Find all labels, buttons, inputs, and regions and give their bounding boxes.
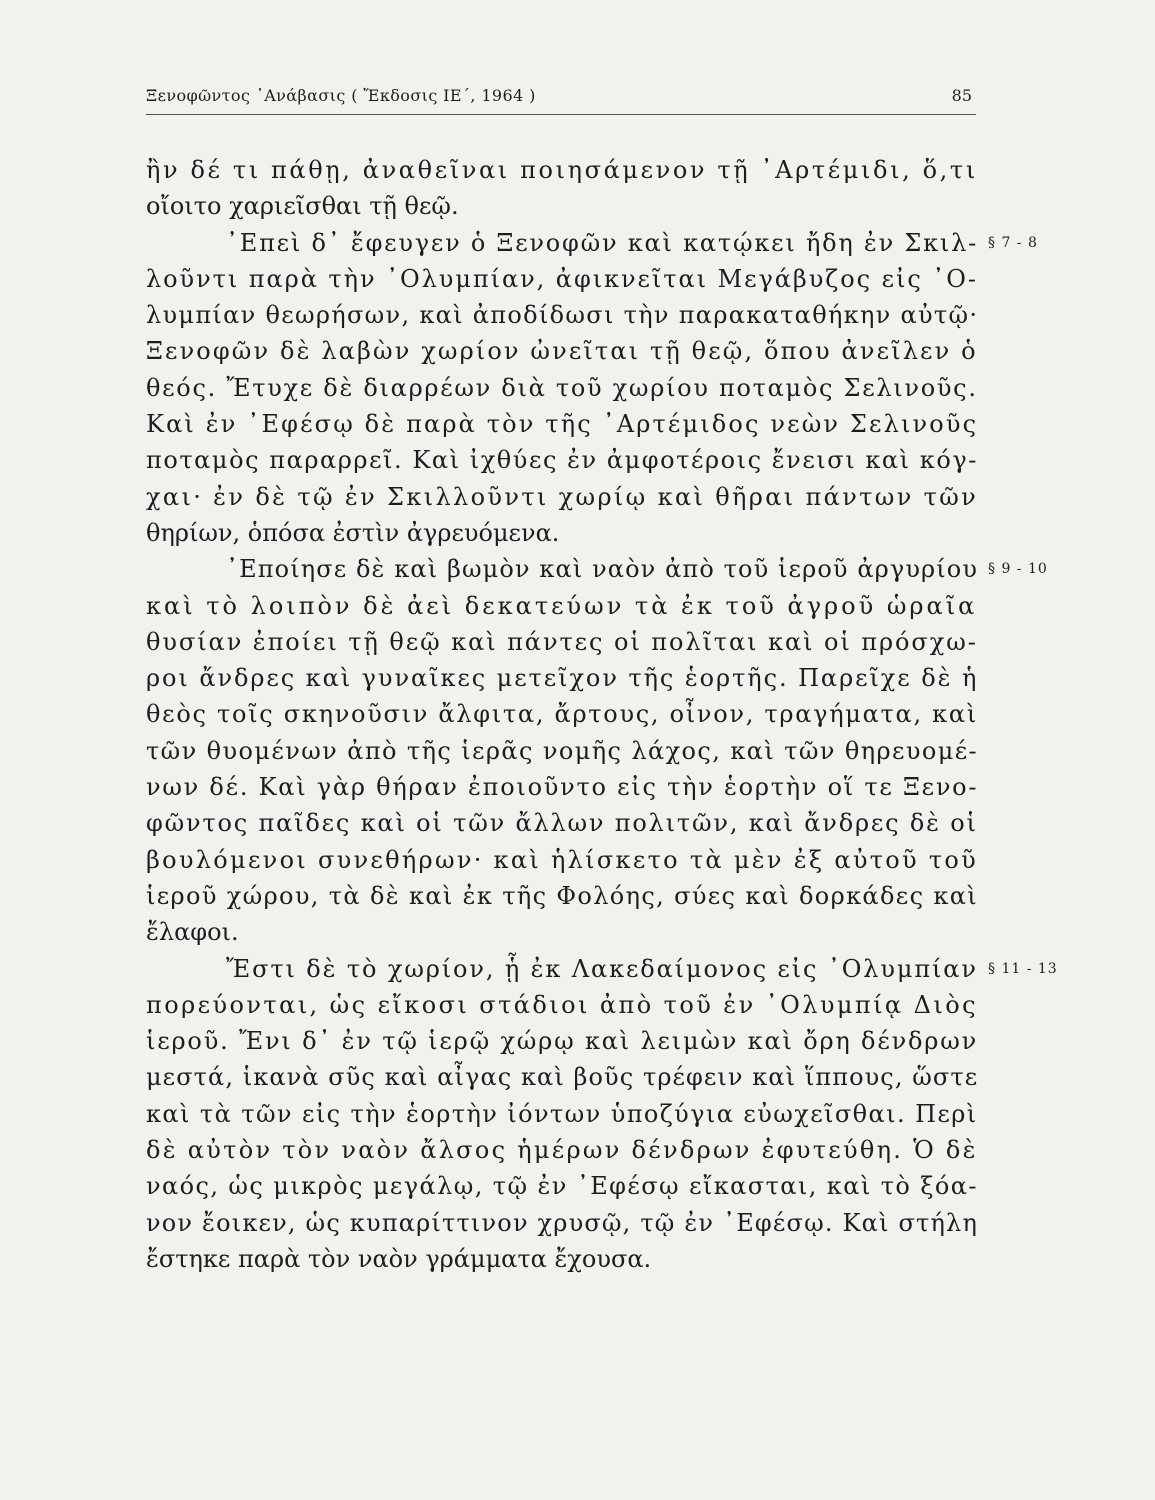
text-line: [146, 951, 1058, 987]
text-line: καὶ τὸ λοιπὸν δὲ ἀεὶ δεκατεύων τὰ ἐκ τοῦ ἀγροῦ ὡραῖα: [146, 591, 978, 620]
running-header-title: Ξενοφῶντος ᾿Ανάβασις ( Ἔκδοσις ΙΕ΄, 1964 ): [146, 86, 536, 105]
text-line: καὶ τὰ τῶν εἰς τὴν ἑορτὴν ἰόντων ὑποζύγια εὐωχεῖσθαι. Περὶ: [146, 1099, 978, 1128]
text-line-content: ᾿Επεὶ δ᾿ ἔφευγεν ὁ Ξενοφῶν καὶ κατῴκει ἤδη ἐν Σκιλ-: [226, 228, 978, 257]
text-line-content: ᾿Εποίησε δὲ καὶ βωμὸν καὶ ναὸν ἀπὸ τοῦ ἱεροῦ ἀργυρίου: [226, 555, 979, 584]
text-line: βουλόμενοι συνεθήρων· καὶ ἡλίσκετο τὰ μὲν ἐξ αὐτοῦ τοῦ: [146, 845, 979, 874]
text-line: [146, 225, 1038, 261]
running-header: [146, 82, 976, 115]
text-line: πορεύονται, ὡς εἴκοσι στάδιοι ἀπὸ τοῦ ἐν ᾿Ολυμπίᾳ Διὸς: [146, 990, 978, 1019]
text-line: θυσίαν ἐποίει τῇ θεῷ καὶ πάντες οἱ πολῖται καὶ οἱ πρόσχω-: [146, 627, 978, 656]
section-note: § 11 - 13: [988, 960, 1058, 977]
text-line: λοῦντι παρὰ τὴν ᾿Ολυμπίαν, ἀφικνεῖται Μεγάβυζος εἰς ᾿Ο-: [146, 264, 978, 293]
text-line: φῶντος παῖδες καὶ οἱ τῶν ἄλλων πολιτῶν, καὶ ἄνδρες δὲ οἱ: [146, 809, 978, 838]
text-line: θεός. Ἔτυχε δὲ διαρρέων διὰ τοῦ χωρίου ποταμὸς Σελινοῦς.: [146, 373, 978, 402]
text-line: ναός, ὡς μικρὸς μεγάλῳ, τῷ ἐν ᾿Εφέσῳ εἴκασται, καὶ τὸ ξόα-: [146, 1172, 978, 1201]
text-line: [146, 551, 1048, 587]
text-line: νων δέ. Καὶ γὰρ θήραν ἐποιοῦντο εἰς τὴν ἑορτὴν οἵ τε Ξενο-: [146, 773, 979, 802]
body-text: [146, 152, 1058, 1277]
text-line: Καὶ ἐν ᾿Εφέσῳ δὲ παρὰ τὸν τῆς ᾿Αρτέμιδος νεὼν Σελινοῦς: [146, 410, 979, 439]
text-line: Ξενοφῶν δὲ λαβὼν χωρίον ὠνεῖται τῇ θεῷ, ὅπου ἀνεῖλεν ὁ: [146, 337, 978, 366]
text-line: ποταμὸς παραρρεῖ. Καὶ ἰχθύες ἐν ἀμφοτέροις ἔνεισι καὶ κόγ-: [146, 446, 978, 475]
page-number: 85: [951, 86, 972, 105]
text-line: οἴοιτο χαριεῖσθαι τῇ θεῷ.: [146, 192, 459, 221]
text-line: ἔλαφοι.: [146, 918, 239, 947]
text-line: μεστά, ἱκανὰ σῦς καὶ αἶγας καὶ βοῦς τρέφειν καὶ ἵππους, ὥστε: [146, 1063, 979, 1092]
text-line: ἔστηκε παρὰ τὸν ναὸν γράμματα ἔχουσα.: [146, 1244, 652, 1273]
text-line: ἱεροῦ. Ἔνι δ᾿ ἐν τῷ ἱερῷ χώρῳ καὶ λειμὼν καὶ ὄρη δένδρων: [146, 1027, 978, 1056]
text-line: ροι ἄνδρες καὶ γυναῖκες μετεῖχον τῆς ἑορτῆς. Παρεῖχε δὲ ἡ: [146, 664, 979, 693]
text-line: θεὸς τοῖς σκηνοῦσιν ἄλφιτα, ἄρτους, οἶνον, τραγήματα, καὶ: [146, 700, 978, 729]
section-note: § 9 - 10: [988, 561, 1048, 578]
text-line: λυμπίαν θεωρήσων, καὶ ἀποδίδωσι τὴν παρακαταθήκην αὐτῷ·: [146, 301, 979, 330]
text-line-content: Ἔστι δὲ τὸ χωρίον, ᾗ ἐκ Λακεδαίμονος εἰς ᾿Ολυμπίαν: [226, 954, 978, 983]
text-line: δὲ αὐτὸν τὸν ναὸν ἄλσος ἡμέρων δένδρων ἐφυτεύθη. Ὁ δὲ: [146, 1136, 978, 1165]
section-note: § 7 - 8: [988, 234, 1038, 251]
text-line: ἢν δέ τι πάθῃ, ἀναθεῖναι ποιησάμενον τῇ ᾿Αρτέμιδι, ὅ,τι: [146, 156, 978, 184]
text-line: ἱεροῦ χώρου, τὰ δὲ καὶ ἐκ τῆς Φολόης, σύες καὶ δορκάδες καὶ: [146, 881, 979, 910]
text-line: νον ἔοικεν, ὡς κυπαρίττινον χρυσῷ, τῷ ἐν ᾿Εφέσῳ. Καὶ στήλη: [146, 1208, 979, 1237]
text-line: θηρίων, ὁπόσα ἐστὶν ἀγρευόμενα.: [146, 518, 560, 547]
text-line: τῶν θυομένων ἀπὸ τῆς ἱερᾶς νομῆς λάχος, καὶ τῶν θηρευομέ-: [146, 736, 979, 765]
text-line: χαι· ἐν δὲ τῷ ἐν Σκιλλοῦντι χωρίῳ καὶ θῆραι πάντων τῶν: [146, 482, 979, 511]
